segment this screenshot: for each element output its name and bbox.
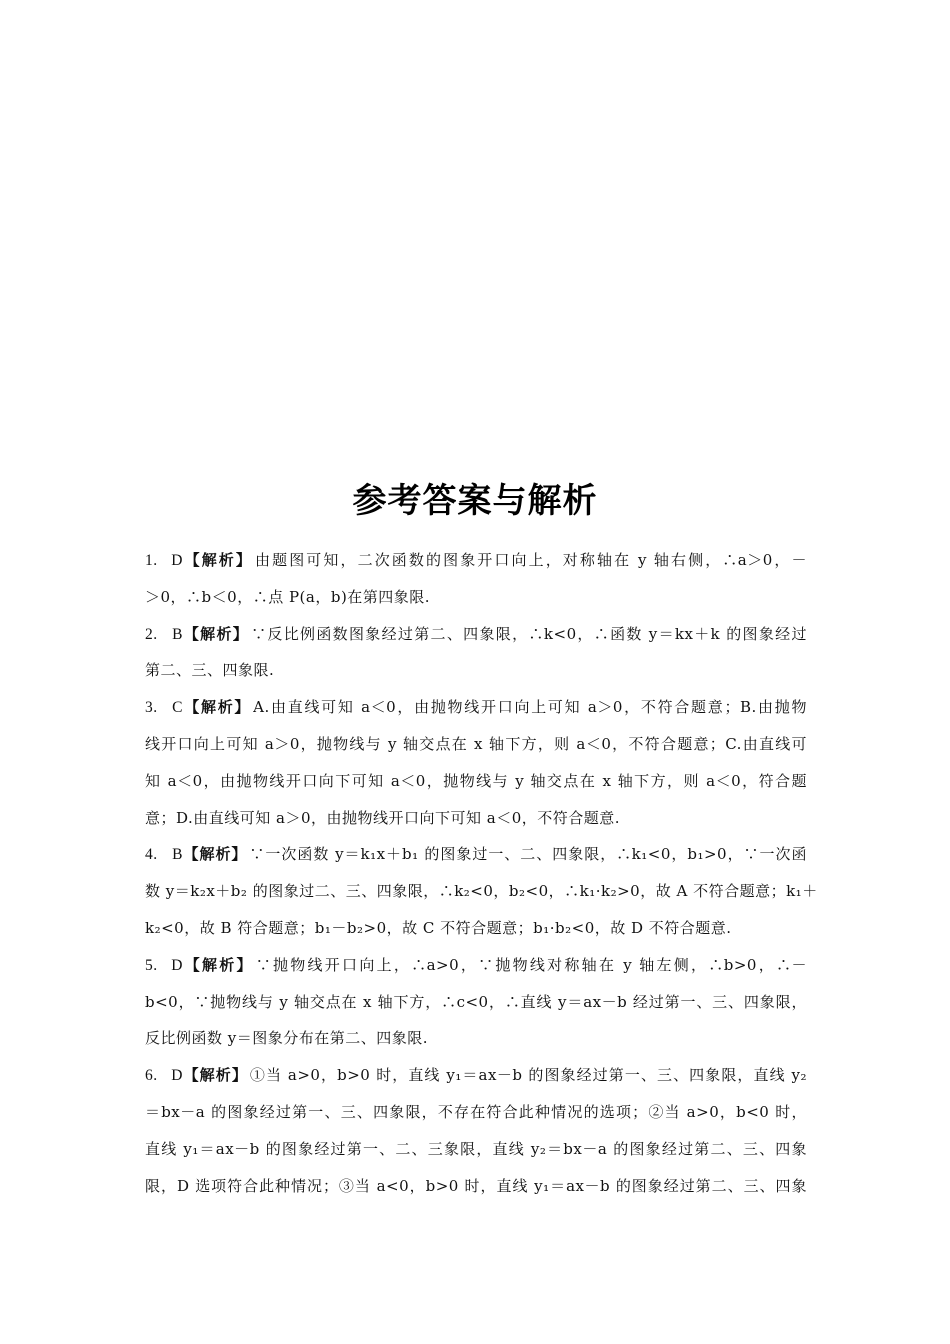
answer-line: b<0，∵抛物线与 y 轴交点在 x 轴下方，∴c<0，∴直线 y＝ax－b 经过第一、三、四象限， xyxy=(145,992,807,1011)
answer-item-6 xyxy=(145,1061,807,1208)
answer-number: 2. B xyxy=(145,625,183,643)
answer-number: 1. D xyxy=(145,552,183,569)
answer-line xyxy=(145,1061,807,1098)
answer-item-3 xyxy=(145,693,807,840)
analysis-tag: 【解析】 xyxy=(183,624,250,643)
answer-number: 6. D xyxy=(145,1067,183,1085)
answer-line xyxy=(145,951,807,988)
answer-item-2 xyxy=(145,620,807,694)
answer-line: 限，D 选项符合此种情况；③当 a<0，b>0 时，直线 y₁＝ax－b 的图象经过第二、三、四象 xyxy=(145,1176,807,1195)
answer-text: ∵一次函数 y＝k₁x＋b₁ 的图象过一、二、四象限，∴k₁<0，b₁>0，∵一次函 xyxy=(249,845,807,864)
answer-line: 反比例函数 y＝图象分布在第二、四象限. xyxy=(145,1029,429,1048)
answer-line xyxy=(145,620,807,657)
answer-line: 知 a＜0，由抛物线开口向下可知 a＜0，抛物线与 y 轴交点在 x 轴下方，则 a＜0，符合题 xyxy=(145,771,807,790)
answer-line: 线开口向上可知 a＞0，抛物线与 y 轴交点在 x 轴下方，则 a＜0，不符合题意；C.由直线可 xyxy=(145,734,807,753)
answer-line: 意；D.由直线可知 a＞0，由抛物线开口向下可知 a＜0，不符合题意. xyxy=(145,808,621,827)
answer-line: 直线 y₁＝ax－b 的图象经过第一、二、三象限，直线 y₂＝bx－a 的图象经过第二、三、四象 xyxy=(145,1139,807,1158)
answer-line: ＞0，∴b＜0，∴点 P(a，b)在第四象限. xyxy=(145,587,431,606)
answer-line: 第二、三、四象限. xyxy=(145,661,275,680)
answer-text: A.由直线可知 a＜0，由抛物线开口向上可知 a＞0，不符合题意；B.由抛物 xyxy=(253,698,807,717)
answer-line xyxy=(145,546,807,583)
page-title: 参考答案与解析 xyxy=(352,481,598,521)
analysis-tag: 【解析】 xyxy=(183,1066,248,1085)
answer-line: k₂<0，故 B 符合题意；b₁－b₂>0，故 C 不符合题意；b₁·b₂<0，故 D 不符合题意. xyxy=(145,918,732,937)
answer-line: 数 y＝k₂x＋b₂ 的图象过二、三、四象限，∴k₂<0，b₂<0，∴k₁·k₂>0，故 A 不符合题意；k₁＋ xyxy=(145,882,818,901)
answer-text: ∵反比例函数图象经过第二、四象限，∴k<0，∴函数 y＝kx＋k 的图象经过 xyxy=(251,624,807,643)
answer-list xyxy=(145,546,818,1208)
answer-number: 3. C xyxy=(145,699,183,717)
answer-line xyxy=(145,693,807,730)
answer-number: 5. D xyxy=(145,956,183,974)
answer-line: ＝bx－a 的图象经过第一、三、四象限，不存在符合此种情况的选项；②当 a>0，b<0 时， xyxy=(145,1102,807,1121)
answer-item-5 xyxy=(145,951,807,1061)
answer-item-4 xyxy=(145,840,818,950)
answer-line xyxy=(145,840,807,877)
answer-text: ∵抛物线开口向上，∴a>0，∵抛物线对称轴在 y 轴左侧，∴b>0，∴－ xyxy=(255,955,807,974)
answer-number: 4. B xyxy=(145,846,183,864)
answer-item-1 xyxy=(145,546,807,620)
answer-text: 由题图可知，二次函数的图象开口向上，对称轴在 y 轴右侧，∴a＞0，－ xyxy=(255,551,807,569)
analysis-tag: 【解析】 xyxy=(183,845,248,864)
analysis-tag: 【解析】 xyxy=(183,551,253,569)
analysis-tag: 【解析】 xyxy=(183,698,252,717)
answer-text: ①当 a>0，b>0 时，直线 y₁＝ax－b 的图象经过第一、三、四象限，直线 y₂ xyxy=(249,1066,807,1085)
analysis-tag: 【解析】 xyxy=(183,955,254,974)
